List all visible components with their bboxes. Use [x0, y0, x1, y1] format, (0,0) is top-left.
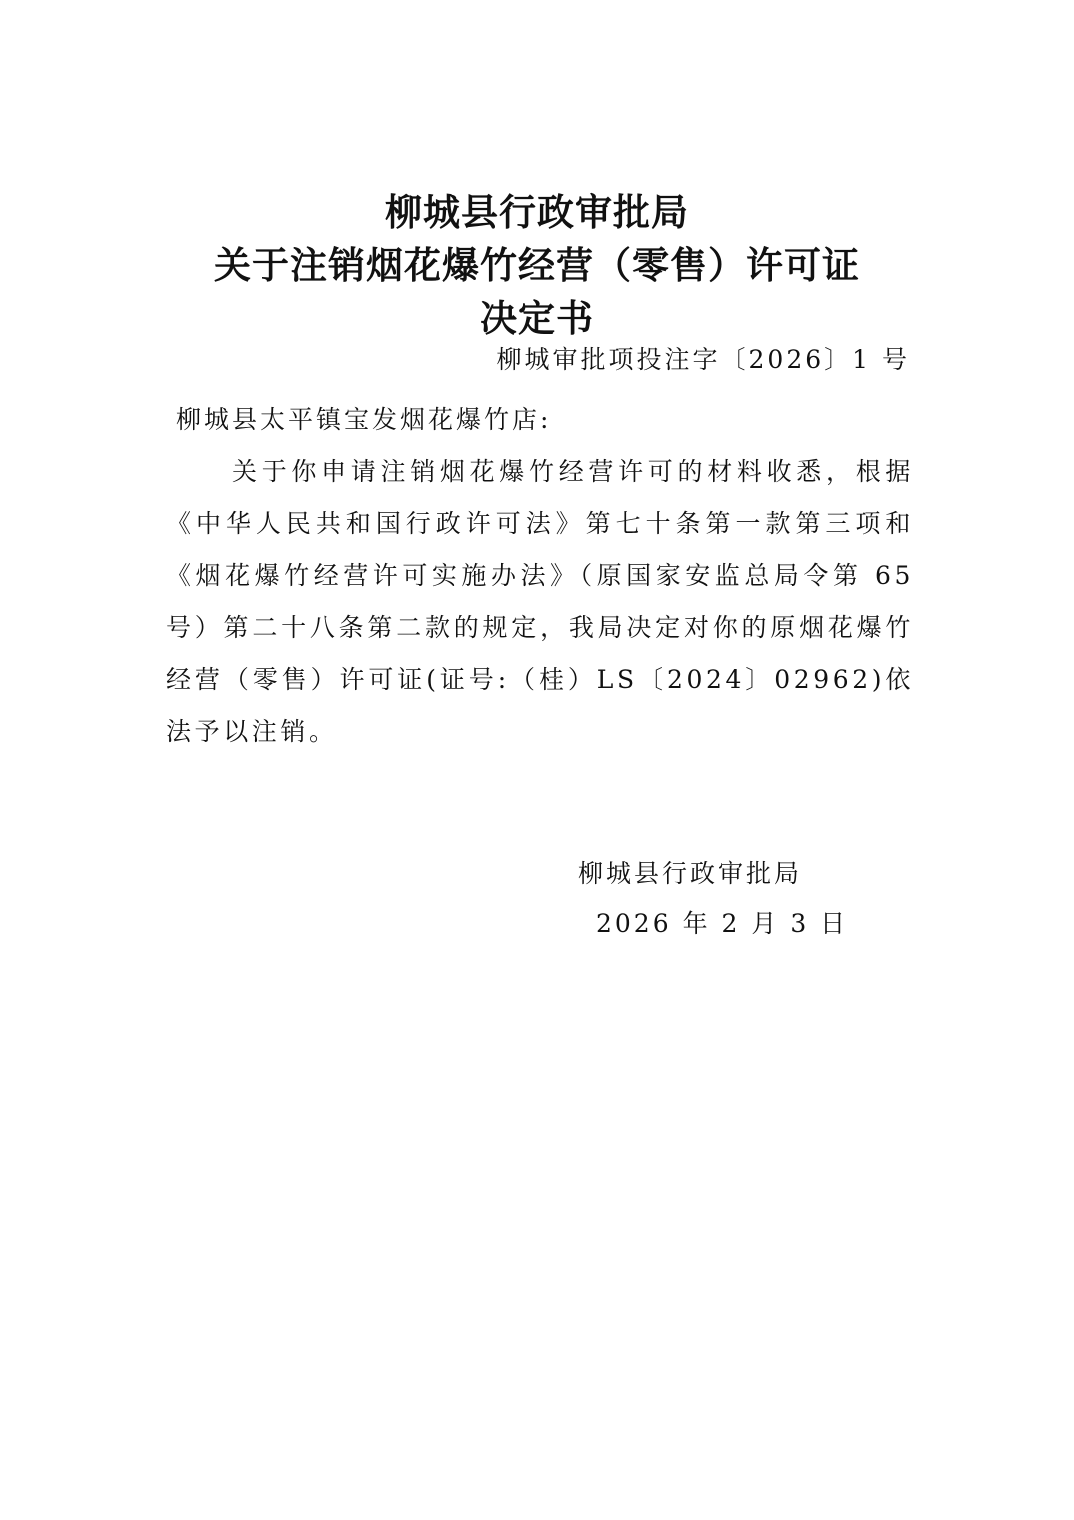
- title-line-type: 决定书: [480, 296, 594, 340]
- signing-authority: 柳城县行政审批局: [578, 859, 803, 888]
- addressee: 柳城县太平镇宝发烟花爆竹店:: [176, 405, 552, 434]
- title-line-issuer: 柳城县行政审批局: [385, 190, 689, 234]
- issue-date: 2026 年 2 月 3 日: [596, 909, 849, 938]
- document-title: [0, 186, 1074, 345]
- document-number: 柳城审批项投注字〔2026〕1 号: [496, 345, 910, 374]
- title-line-subject: 关于注销烟花爆竹经营（零售）许可证: [214, 243, 860, 287]
- body-paragraph: 关于你申请注销烟花爆竹经营许可的材料收悉，根据《中华人民共和国行政许可法》第七十条第一款第三项和《烟花爆竹经营许可实施办法》（原国家安监总局令第 65 号）第二十八条第二款的规定，我局决定对你的原烟花爆竹经营（零售）许可证(证号:（桂）LS〔2024〕02962)依法予以注销。: [166, 457, 914, 746]
